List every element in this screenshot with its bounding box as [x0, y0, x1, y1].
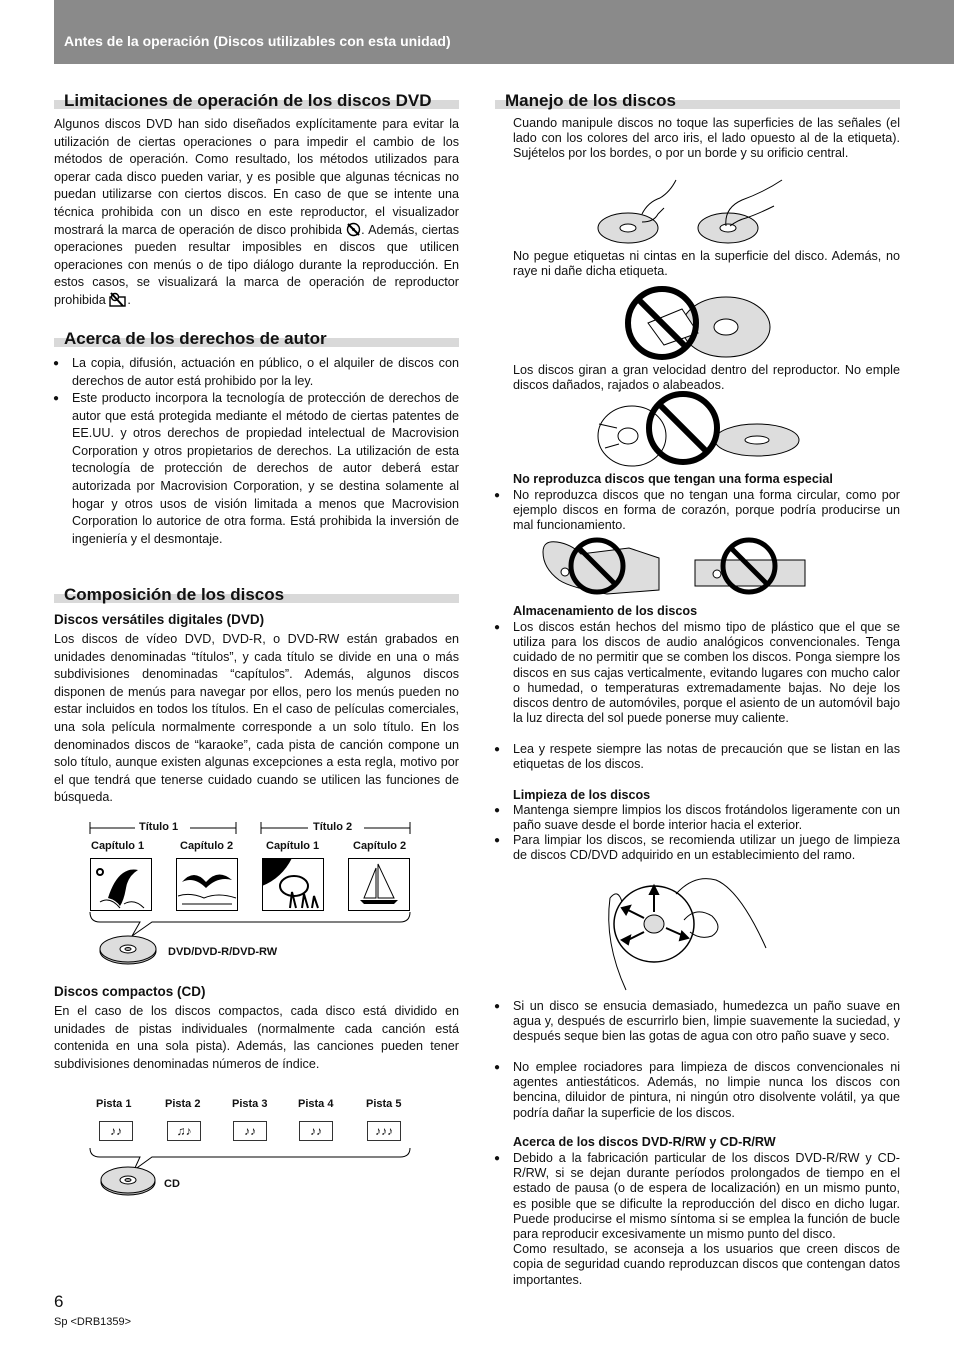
music-note-icon: ♪♪	[99, 1121, 133, 1141]
header-title: Antes de la operación (Discos utilizables con esta unidad)	[64, 33, 451, 49]
manejo-paragraph-1: Cuando manipule discos no toque las superficies de las señales (el lado con los colores del arco iris, el lado opuesto al de la etiqueta). Sujételos por los bordes, o por un borde y su orificio central.	[513, 116, 900, 161]
manejo-paragraph-3: Los discos giran a gran velocidad dentro del reproductor. No emple discos dañados, rajados o alabeados.	[513, 363, 900, 393]
storage-bullet-2: ● Lea y respete siempre las notas de precaución que se listan en las etiquetas de los discos.	[513, 742, 900, 772]
cleaning-subheading: Limpieza de los discos	[513, 788, 651, 802]
track-label: Pista 5	[366, 1098, 402, 1110]
rw-bullet: ● Debido a la fabricación particular de los discos DVD-R/RW y CD-R/RW, si se dejan durante períodos prolongados de tiempo en el estado de pausa (o de espera de localización) en un mismo punto, es posible que se dificulte la reproducción del disco en dicho lugar. Puede producirse el mismo síntoma si se emplea la función de bucle para reproducir excesivamente un mismo punto del disco. Como resultado, se aconseja a los usuarios que creen discos de copia de seguridad cuando reproduzcan discos que contengan datos importantes.	[513, 1151, 900, 1288]
chapter-label: Capítulo 1	[91, 840, 145, 852]
document-code: Sp <DRB1359>	[54, 1316, 132, 1328]
chapter-label: Capítulo 2	[180, 840, 234, 852]
chapter-label: Capítulo 1	[266, 840, 320, 852]
dvd-subheading: Discos versátiles digitales (DVD)	[54, 612, 265, 627]
rw-subheading: Acerca de los discos DVD-R/RW y CD-R/RW	[513, 1135, 776, 1149]
damaged-disc-illustration	[597, 398, 802, 473]
music-note-icon: ♫♪	[167, 1121, 201, 1141]
storage-bullet-1: ● Los discos están hechos del mismo tipo de plástico que el que se utiliza para los discos de audio analógicos convencionales. Tenga cuidado de no permitir que se comben los discos. Ponga siempre los discos en sus cajas verticalmente, evitando lugares con mucho calor o humedad, o temperaturas extremadamente bajas. No deje los discos dentro de automóviles, porque el asiento de un automóvil bajo la luz directa del sol puede ponerse muy caliente.	[513, 620, 900, 726]
title-2-label: Título 2	[313, 821, 353, 833]
dvd-disc-label: DVD/DVD-R/DVD-RW	[168, 946, 278, 958]
section-title-derechos: Acerca de los derechos de autor	[54, 330, 459, 347]
odd-shaped-disc-illustration	[541, 540, 811, 595]
cd-subheading: Discos compactos (CD)	[54, 984, 206, 999]
dvd-paragraph: Los discos de vídeo DVD, DVD-R, o DVD-RW están grabados en unidades denominadas “títulos”, y cada título se divide en una o más subdivisiones denominadas “capítulos”. Además, algunos discos disponen de menús para navegar por ellos, pero los menús pueden no estar incluidos en todos los títulos. En el caso de películas comerciales, una sola película normalmente corresponde a un solo título. En los denominados discos de “karaoke”, cada pista de canción compone un solo título, aunque existen algunas excepciones a esta regla, motivo por el que tendrá que tenerse cuidado cuando se utilicen las funciones de búsqueda.	[54, 632, 459, 805]
chapter-label: Capítulo 2	[353, 840, 407, 852]
track-label: Pista 4	[298, 1098, 334, 1110]
manejo-paragraph-2: No pegue etiquetas ni cintas en la superficie del disco. Además, no raye ni dañe dicha etiqueta.	[513, 249, 900, 279]
music-note-icon: ♪♪	[233, 1121, 267, 1141]
cd-disc-icon	[100, 1164, 158, 1196]
storage-subheading: Almacenamiento de los discos	[513, 604, 698, 618]
cleaning-bullet-4: ● No emplee rociadores para limpieza de discos convencionales ni agentes antiestáticos. Además, no limpie nunca los discos con bencina, diluidor de pintura, ni ningún otro disolvente volátil, ya que podría dañar la superficie de los discos.	[513, 1060, 900, 1121]
section-title-manejo: Manejo de los discos	[495, 92, 900, 109]
section-title-composicion: Composición de los discos	[54, 586, 459, 603]
title-1-label: Título 1	[139, 821, 179, 833]
disc-handling-illustration	[596, 178, 801, 248]
derechos-bullet-1: ● La copia, difusión, actuación en público, o el alquiler de discos con derechos de autor está prohibido por la ley.	[72, 355, 459, 390]
cd-paragraph: En el caso de los discos compactos, cada disco está dividido en unidades de pistas individuales (normalmente cada canción está contenida en una sola pista). Además, las canciones pueden tener subdivisiones denominadas números de índice.	[54, 1004, 459, 1071]
cd-disc-label: CD	[164, 1178, 180, 1190]
disc-cleaning-illustration	[604, 872, 774, 997]
derechos-bullet-2: ● Este producto incorpora la tecnología de protección de derechos de autor que está protegida mediante el método de ciertas patentes de EE.UU. y otros derechos de propiedad intelectual de Macrovision Corporation y otros propietarios de derechos. La utilización de esta tecnología de protección de derechos de autor deberá estar autorizada por Macrovision Corporation, y se destina solamente al hogar y otros usos de visión limitada a menos que Macrovision Corporation lo autorice de otra forma. Está prohibida la inversión de ingeniería y el desmontaje.	[72, 390, 459, 548]
music-note-icon: ♪♪	[299, 1121, 333, 1141]
special-shape-subheading: No reproduzca discos que tengan una forma especial	[513, 472, 833, 486]
cleaning-bullet-2: ● Para limpiar los discos, se recomienda utilizar un juego de limpieza de discos CD/DVD adquirido en un establecimiento del ramo.	[513, 833, 900, 863]
track-label: Pista 2	[165, 1098, 201, 1110]
limitaciones-paragraph: Algunos discos DVD han sido diseñados explícitamente para evitar la utilización de ciertas operaciones o para impedir el cambio de los métodos de operación. Como resultado, los métodos utilizados para operar cada disco pueden variar, y es posible que algunas técnicas no puedan utilizarse con ciertos discos. En caso de que se intente una técnica prohibida con un disco en este reproductor, el visualizador mostrará la marca de operación de disco prohibida . Además, ciertas operaciones pueden resultar imposibles en discos que utilicen operaciones con menús o de tipo diálogo durante la reproducción. En estos casos, se visualizará la marca de operación de reproductor prohibida .	[54, 117, 460, 307]
track-label: Pista 3	[232, 1098, 268, 1110]
track-label: Pista 1	[96, 1098, 132, 1110]
no-label-illustration	[626, 283, 771, 363]
section-title-limitaciones: Limitaciones de operación de los discos DVD	[54, 92, 459, 109]
special-shape-bullet: ● No reproduzca discos que no tengan una forma circular, como por ejemplo discos en forma de corazón, porque podría producirse un mal funcionamiento.	[513, 488, 900, 534]
cleaning-bullet-3: ● Si un disco se ensucia demasiado, humedezca un paño suave en agua y, después de escurrirlo bien, limpie suavemente la suciedad, y después seque bien las gotas de agua con otro paño suave y seco.	[513, 999, 900, 1045]
music-note-icon: ♪♪♪	[367, 1121, 401, 1141]
page-number: 6	[54, 1292, 64, 1311]
cleaning-bullet-1: ● Mantenga siempre limpios los discos frotándolos ligeramente con un paño suave desde el borde interior hacia el exterior.	[513, 803, 900, 833]
